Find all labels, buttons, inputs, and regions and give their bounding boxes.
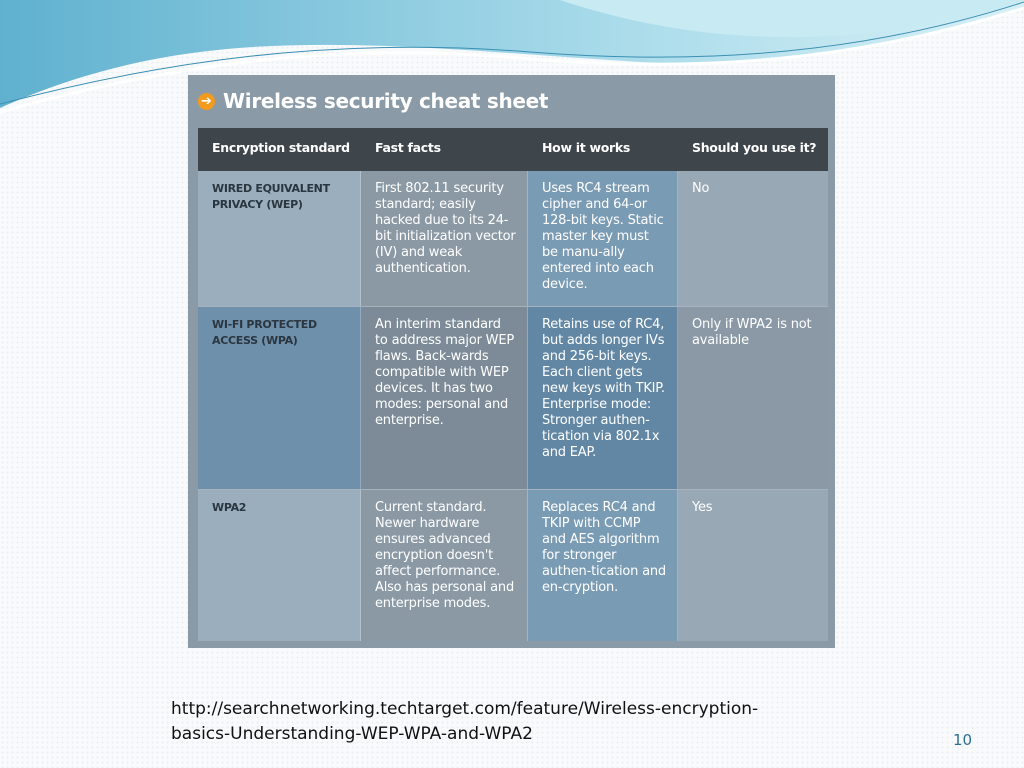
source-url xyxy=(171,697,851,747)
cheat-sheet-image xyxy=(188,75,835,648)
header-how-it-works: How it works xyxy=(542,140,631,155)
use-it-cell: Yes xyxy=(678,490,828,641)
sheet-title-row xyxy=(198,88,548,114)
source-url-line-1: http://searchnetworking.techtarget.com/feature/Wireless-encryption- xyxy=(171,699,759,719)
standard-cell: WPA2 xyxy=(198,490,361,641)
header-fast-facts: Fast facts xyxy=(375,140,441,155)
how-it-works-cell: Replaces RC4 and TKIP with CCMP and AES algorithm for stronger authen-tication and en-cryption. xyxy=(528,490,678,641)
standard-cell: WIRED EQUIVALENT PRIVACY (WEP) xyxy=(198,171,361,306)
sheet-title: Wireless security cheat sheet xyxy=(223,89,549,113)
table-row xyxy=(198,171,828,306)
table-row xyxy=(198,306,828,489)
comparison-table xyxy=(198,128,828,641)
arrow-right-icon: ➔ xyxy=(198,93,215,110)
standard-cell: WI-FI PROTECTED ACCESS (WPA) xyxy=(198,307,361,489)
table-row xyxy=(198,489,828,641)
use-it-cell: Only if WPA2 is not available xyxy=(678,307,828,489)
fast-facts-cell: An interim standard to address major WEP flaws. Back-wards compatible with WEP devices. It has two modes: personal and enterprise. xyxy=(361,307,528,489)
how-it-works-cell: Uses RC4 stream cipher and 64-or 128-bit keys. Static master key must be manu-ally entered into each device. xyxy=(528,171,678,306)
fast-facts-cell: Current standard. Newer hardware ensures advanced encryption doesn't affect performance. Also has personal and enterprise modes. xyxy=(361,490,528,641)
use-it-cell: No xyxy=(678,171,828,306)
source-url-line-2: basics-Understanding-WEP-WPA-and-WPA2 xyxy=(171,724,533,744)
header-should-you-use-it: Should you use it? xyxy=(692,140,817,155)
slide-number: 10 xyxy=(953,731,973,749)
table-header-row xyxy=(198,128,828,171)
how-it-works-cell: Retains use of RC4, but adds longer IVs and 256-bit keys. Each client gets new keys with TKIP. Enterprise mode: Stronger authen-tication via 802.1x and EAP. xyxy=(528,307,678,489)
header-encryption-standard: Encryption standard xyxy=(212,140,350,155)
fast-facts-cell: First 802.11 security standard; easily hacked due to its 24-bit initialization vector (IV) and weak authentication. xyxy=(361,171,528,306)
